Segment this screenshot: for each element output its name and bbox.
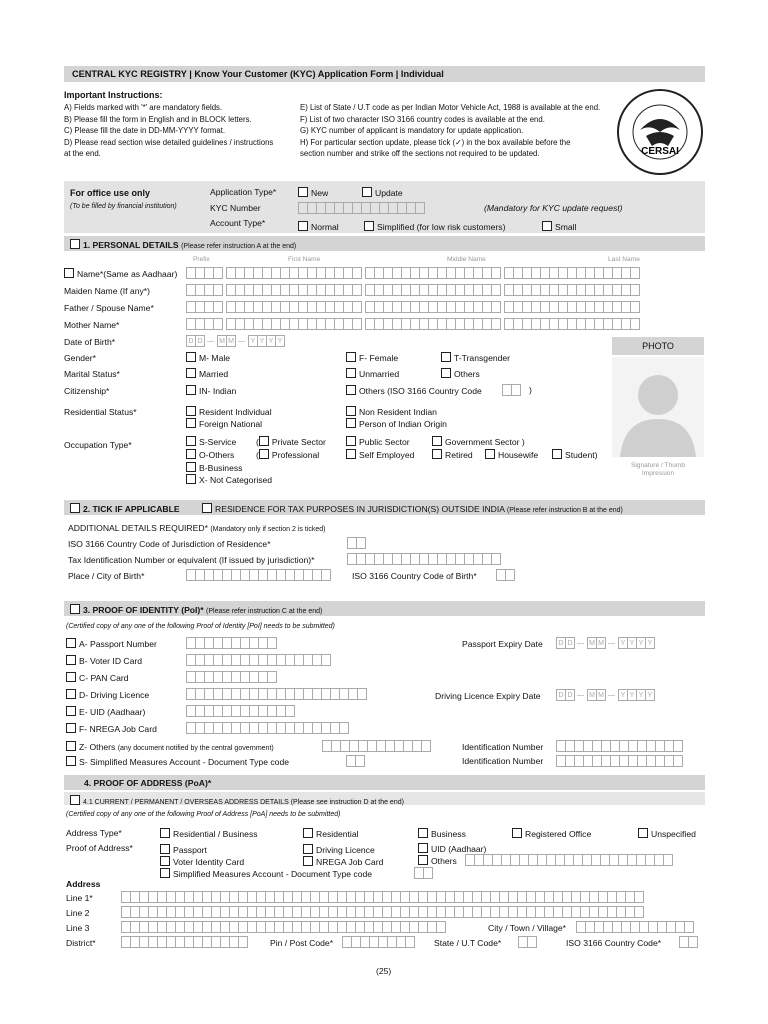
public-sector-checkbox[interactable]: Public Sector xyxy=(346,436,410,447)
name-label[interactable]: Name*(Same as Aadhaar) xyxy=(64,268,177,279)
iso-birth-input[interactable] xyxy=(496,569,514,581)
iso-jurisdiction-input[interactable] xyxy=(347,537,365,549)
maiden-name-label: Maiden Name (If any*) xyxy=(64,286,150,296)
passport-expiry-label: Passport Expiry Date xyxy=(462,639,543,649)
poa-driving-licence-checkbox[interactable]: Driving Licence xyxy=(303,844,375,855)
indian-checkbox[interactable]: IN- Indian xyxy=(186,385,236,396)
father-name-label: Father / Spouse Name* xyxy=(64,303,154,313)
poa-heading: 4. PROOF OF ADDRESS (PoA)* xyxy=(84,778,212,788)
nri-checkbox[interactable]: Non Resident Indian xyxy=(346,406,437,417)
poa-doc-code-input[interactable] xyxy=(414,867,432,879)
district-label: District* xyxy=(66,938,96,948)
col-last-name: Last Name xyxy=(608,256,640,263)
form-title: CENTRAL KYC REGISTRY | Know Your Customer (KYC) Application Form | Individual xyxy=(72,69,444,79)
registered-office-checkbox[interactable]: Registered Office xyxy=(512,828,591,839)
line2-input[interactable] xyxy=(121,906,643,918)
voter-id-checkbox[interactable]: B- Voter ID Card xyxy=(66,655,142,666)
married-checkbox[interactable]: Married xyxy=(186,368,228,379)
b-business-checkbox[interactable]: B-Business xyxy=(186,462,242,473)
identification-number-label: Identification Number xyxy=(462,742,544,752)
col-middle-name: Middle Name xyxy=(447,256,486,263)
residence-tax-checkbox[interactable]: RESIDENCE FOR TAX PURPOSES IN JURISDICTION(S) OUTSIDE INDIA (Please refer instruction B at the end) xyxy=(202,503,623,515)
close-paren: ) xyxy=(529,385,532,395)
svg-text:CERSAI: CERSAI xyxy=(641,146,679,157)
uid-input[interactable] xyxy=(186,705,294,717)
normal-checkbox[interactable]: Normal xyxy=(298,221,339,232)
government-sector-checkbox[interactable]: Government Sector ) xyxy=(432,436,525,447)
poa-simplified-checkbox[interactable]: Simplified Measures Account - Document Type code xyxy=(160,868,372,879)
dob-label: Date of Birth* xyxy=(64,337,116,347)
z-others-checkbox[interactable]: Z- Others (any document notified by the central government) xyxy=(66,741,274,753)
small-checkbox[interactable]: Small xyxy=(542,221,577,232)
tin-input[interactable] xyxy=(347,553,500,565)
place-of-birth-label: Place / City of Birth* xyxy=(68,571,145,581)
poa-others-input[interactable] xyxy=(465,854,672,866)
female-checkbox[interactable]: F- Female xyxy=(346,352,398,363)
additional-details-label: ADDITIONAL DETAILS REQUIRED* (Mandatory only if section 2 is ticked) xyxy=(68,523,326,533)
tick-if-applicable-heading[interactable]: 2. TICK IF APPLICABLE xyxy=(70,503,180,514)
simplified-measures-checkbox[interactable]: S- Simplified Measures Account - Document Type code xyxy=(66,756,289,767)
citizenship-label: Citizenship* xyxy=(64,386,110,396)
poi-certified-note: (Certified copy of any one of the following Proof of Identity [PoI] needs to be submitted) xyxy=(66,623,335,630)
citizenship-iso-input[interactable] xyxy=(502,384,520,396)
s-service-checkbox[interactable]: S-Service xyxy=(186,436,236,447)
page-number: (25) xyxy=(376,966,392,976)
country-code-label: ISO 3166 Country Code* xyxy=(566,938,662,948)
residential-business-checkbox[interactable]: Residential / Business xyxy=(160,828,258,839)
occupation-type-label: Occupation Type* xyxy=(64,440,132,450)
pin-code-input[interactable] xyxy=(342,936,414,948)
kyc-number-label: KYC Number xyxy=(210,203,261,213)
identification-number-label-2: Identification Number xyxy=(462,756,544,766)
photo-label: PHOTO xyxy=(612,337,704,355)
poi-heading[interactable]: 3. PROOF OF IDENTITY (PoI)* (Please refer instruction C at the end) xyxy=(70,604,322,616)
poa-uid-checkbox[interactable]: UID (Aadhaar) xyxy=(418,843,486,854)
passport-checkbox[interactable]: A- Passport Number xyxy=(66,638,157,649)
photo-placeholder-icon[interactable] xyxy=(612,357,704,457)
pin-code-label: Pin / Post Code* xyxy=(270,938,334,948)
business-checkbox[interactable]: Business xyxy=(418,828,466,839)
address-heading: Address xyxy=(66,879,101,889)
unmarried-checkbox[interactable]: Unmarried xyxy=(346,368,399,379)
state-code-label: State / U.T Code* xyxy=(434,938,502,948)
account-type-label: Account Type* xyxy=(210,218,266,228)
kyc-note: (Mandatory for KYC update request) xyxy=(484,203,623,213)
professional-checkbox[interactable]: ( Professional xyxy=(256,450,320,460)
unspecified-checkbox[interactable]: Unspecified xyxy=(638,828,696,839)
update-checkbox[interactable]: Update xyxy=(362,187,403,198)
line1-label: Line 1* xyxy=(66,893,93,903)
dob-input[interactable]: D D — M M — Y Y Y Y xyxy=(186,335,284,347)
office-use-title: For office use only xyxy=(70,188,151,198)
instructions-left: A) Fields marked with '*' are mandatory fields. B) Please fill the form in English and in BLOCK letters. C) Please fill the date in DD-MM-YYYY format. D) Please read section wise detailed guidelines / instructions at the end. xyxy=(64,103,274,158)
line1-input[interactable] xyxy=(121,891,643,903)
foreign-national-checkbox[interactable]: Foreign National xyxy=(186,418,262,429)
private-sector-checkbox[interactable]: ( Private Sector xyxy=(256,437,326,447)
transgender-checkbox[interactable]: T-Transgender xyxy=(441,352,510,363)
passport-expiry-input[interactable]: D D — M M — Y Y Y Y xyxy=(556,637,654,649)
identification-number-input-2[interactable] xyxy=(556,755,682,767)
mother-name-label: Mother Name* xyxy=(64,320,120,330)
col-first-name: First Name xyxy=(288,256,321,263)
simplified-checkbox[interactable]: Simplified (for low risk customers) xyxy=(364,221,505,232)
male-checkbox[interactable]: M- Male xyxy=(186,352,230,363)
pan-card-checkbox[interactable]: C- PAN Card xyxy=(66,672,129,683)
district-input[interactable] xyxy=(121,936,247,948)
country-code-input[interactable] xyxy=(679,936,697,948)
self-employed-checkbox[interactable]: Self Employed xyxy=(346,449,414,460)
iso-birth-label: ISO 3166 Country Code of Birth* xyxy=(352,571,477,581)
instructions-heading: Important Instructions: xyxy=(64,90,163,100)
state-code-input[interactable] xyxy=(518,936,536,948)
x-not-categorised-checkbox[interactable]: X- Not Categorised xyxy=(186,474,272,485)
driving-licence-input[interactable] xyxy=(186,688,366,700)
retired-checkbox[interactable]: Retired xyxy=(432,449,473,460)
document-type-code-input[interactable] xyxy=(346,755,364,767)
residential-checkbox[interactable]: Residential xyxy=(303,828,359,839)
citizenship-others-checkbox[interactable]: Others (ISO 3166 Country Code xyxy=(346,385,482,396)
col-prefix: Prefix xyxy=(193,256,210,263)
marital-status-label: Marital Status* xyxy=(64,369,120,379)
uid-checkbox[interactable]: E- UID (Aadhaar) xyxy=(66,706,145,717)
z-others-input[interactable] xyxy=(322,740,430,752)
maiden-name-input[interactable] xyxy=(186,284,639,296)
poa-address-details-heading[interactable]: 4.1 CURRENT / PERMANENT / OVERSEAS ADDRESS DETAILS (Please see instruction D at the end) xyxy=(70,795,404,807)
name-input[interactable] xyxy=(186,267,639,279)
address-type-label: Address Type* xyxy=(66,828,122,838)
resident-individual-checkbox[interactable]: Resident Individual xyxy=(186,406,272,417)
o-others-checkbox[interactable]: O-Others xyxy=(186,449,234,460)
poa-others-checkbox[interactable]: Others xyxy=(418,855,457,866)
marital-others-checkbox[interactable]: Others xyxy=(441,368,480,379)
pio-checkbox[interactable]: Person of Indian Origin xyxy=(346,418,447,429)
city-input[interactable] xyxy=(576,921,693,933)
mother-name-input[interactable] xyxy=(186,318,639,330)
tin-label: Tax Identification Number or equivalent (If issued by jurisdiction)* xyxy=(68,555,315,565)
housewife-checkbox[interactable]: Housewife xyxy=(485,449,538,460)
pan-card-input[interactable] xyxy=(186,671,276,683)
driving-licence-expiry-input[interactable]: D D — M M — Y Y Y Y xyxy=(556,689,654,701)
application-type-label: Application Type* xyxy=(210,187,277,197)
identification-number-input[interactable] xyxy=(556,740,682,752)
student-checkbox[interactable]: Student) xyxy=(552,449,598,460)
signature-label: Signature / Thumb Impression xyxy=(630,462,686,477)
place-of-birth-input[interactable] xyxy=(186,569,330,581)
cersai-seal-logo xyxy=(616,88,704,176)
nrega-checkbox[interactable]: F- NREGA Job Card xyxy=(66,723,157,734)
city-label: City / Town / Village* xyxy=(488,923,567,933)
residential-status-label: Residential Status* xyxy=(64,407,137,417)
line3-input[interactable] xyxy=(121,921,445,933)
line2-label: Line 2 xyxy=(66,908,90,918)
office-use-subtitle: (To be filled by financial institution) xyxy=(70,203,177,210)
poa-voter-checkbox[interactable]: Voter Identity Card xyxy=(160,856,244,867)
iso-jurisdiction-label: ISO 3166 Country Code of Jurisdiction of Residence* xyxy=(68,539,271,549)
poa-nrega-checkbox[interactable]: NREGA Job Card xyxy=(303,856,383,867)
driving-licence-expiry-label: Driving Licence Expiry Date xyxy=(435,691,541,701)
line3-label: Line 3 xyxy=(66,923,90,933)
new-checkbox[interactable]: New xyxy=(298,187,328,198)
nrega-input[interactable] xyxy=(186,722,348,734)
passport-number-input[interactable] xyxy=(186,637,276,649)
proof-of-address-label: Proof of Address* xyxy=(66,843,133,853)
poa-certified-note: (Certified copy of any one of the following Proof of Address [PoA] needs to be submitted) xyxy=(66,811,341,818)
driving-licence-checkbox[interactable]: D- Driving Licence xyxy=(66,689,149,700)
kyc-number-input[interactable] xyxy=(298,202,424,214)
gender-label: Gender* xyxy=(64,353,97,363)
voter-id-input[interactable] xyxy=(186,654,330,666)
personal-details-heading[interactable]: 1. PERSONAL DETAILS (Please refer instruction A at the end) xyxy=(70,239,296,251)
poa-passport-checkbox[interactable]: Passport xyxy=(160,844,207,855)
instructions-right: E) List of State / U.T code as per Indian Motor Vehicle Act, 1988 is available at the end. F) List of two character ISO 3166 country codes is available at the end. G) KYC number of applicant is mandatory for update application. H) For particular section update, please tick (✓) in the box available before the section number and strike off the sections not required to be updated. xyxy=(300,103,601,158)
father-name-input[interactable] xyxy=(186,301,639,313)
